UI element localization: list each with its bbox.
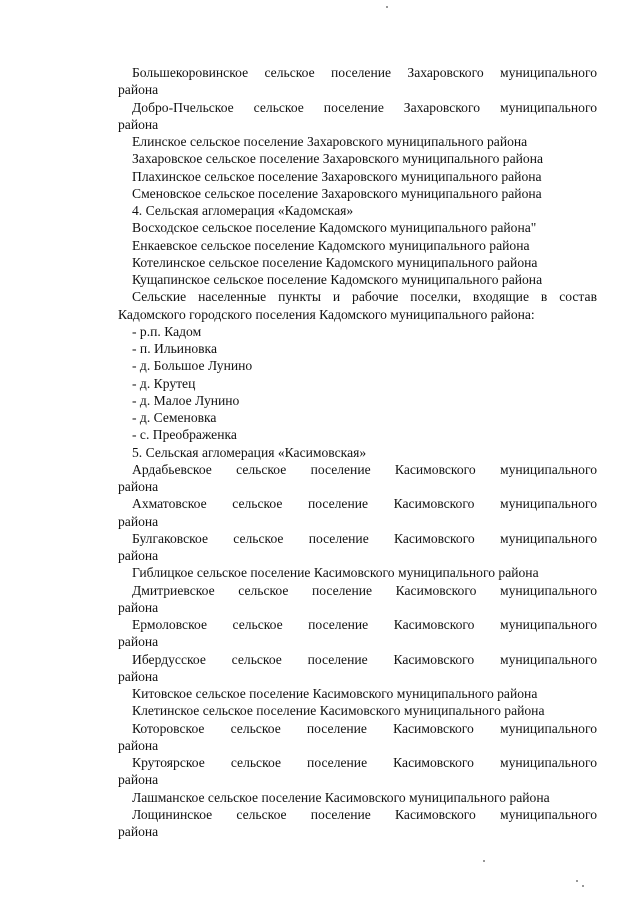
text-line: Китовское сельское поселение Касимовского муниципального района — [132, 686, 538, 701]
text-line: Сменовское сельское поселение Захаровского муниципального района — [132, 185, 542, 201]
text-line: Енкаевское сельское поселение Кадомского муниципального района — [132, 237, 530, 253]
text-line: Лощининское сельское поселение Касимовского муниципального — [132, 806, 597, 822]
text-line: Восходское сельское поселение Кадомского муниципального района" — [132, 220, 537, 236]
text-line: Которовское сельское поселение Касимовского муниципального — [132, 720, 597, 736]
text-line: - п. Ильиновка — [132, 341, 217, 356]
text-line: - д. Большое Лунино — [132, 358, 253, 374]
scan-speck — [582, 885, 584, 887]
text-line: - д. Семеновка — [132, 410, 217, 425]
scan-speck — [386, 6, 388, 8]
text-line: Ермоловское сельское поселение Касимовского муниципального — [132, 617, 597, 632]
text-line: Захаровское сельское поселение Захаровского муниципального района — [132, 151, 543, 167]
text-line: Крутоярское сельское поселение Касимовского муниципального — [132, 755, 597, 770]
text-line: - д. Малое Лунино — [132, 392, 240, 408]
text-line: Гиблицкое сельское поселение Касимовского муниципального района — [132, 565, 539, 581]
text-line: 4. Сельская агломерация «Кадомская» — [132, 203, 354, 218]
text-line: 5. Сельская агломерация «Касимовская» — [132, 444, 367, 460]
text-line: Дмитриевское сельское поселение Касимовского муниципального — [132, 582, 597, 598]
text-line: Большекоровинское сельское поселение Захаровского муниципального — [132, 65, 597, 80]
text-line: Добро-Пчельское сельское поселение Захаровского муниципального — [132, 99, 597, 115]
text-line-continuation: района — [118, 116, 159, 132]
text-line: Котелинское сельское поселение Кадомского муниципального района — [132, 254, 538, 270]
text-line: Булгаковское сельское поселение Касимовского муниципального — [132, 530, 597, 546]
text-line-continuation: района — [118, 513, 159, 529]
text-line: Клетинское сельское поселение Касимовского муниципального района — [132, 703, 545, 719]
text-line: Ахматовское сельское поселение Касимовского муниципального — [132, 496, 597, 512]
scan-speck — [576, 880, 578, 882]
text-line: Елинское сельское поселение Захаровского муниципального района — [132, 134, 528, 149]
text-line-continuation: района — [118, 599, 159, 615]
text-line-continuation: района — [118, 634, 159, 650]
text-line-continuation: района — [118, 824, 159, 839]
text-line: Ардабьевское сельское поселение Касимовского муниципального — [132, 461, 597, 477]
text-line-continuation: района — [118, 668, 159, 684]
text-line-continuation: района — [118, 737, 159, 753]
scan-speck — [483, 860, 485, 862]
text-line-continuation: Кадомского городского поселения Кадомского муниципального района: — [118, 306, 535, 322]
text-line: Лашманское сельское поселение Касимовского муниципального района — [132, 789, 550, 805]
text-line-continuation: района — [118, 82, 159, 98]
text-line: Сельские населенные пункты и рабочие поселки, входящие в состав — [132, 289, 597, 305]
text-line: - с. Преображенка — [132, 427, 237, 443]
text-line: - р.п. Кадом — [132, 323, 202, 339]
text-line-continuation: района — [118, 479, 159, 494]
text-line: - д. Крутец — [132, 375, 196, 391]
text-line-continuation: района — [118, 772, 159, 788]
document-body — [0, 64, 640, 840]
text-line: Плахинское сельское поселение Захаровского муниципального района — [132, 168, 542, 184]
text-line-continuation: района — [118, 548, 159, 563]
text-line: Ибердусское сельское поселение Касимовского муниципального — [132, 651, 597, 667]
text-line: Кущапинское сельское поселение Кадомского муниципального района — [132, 272, 543, 287]
